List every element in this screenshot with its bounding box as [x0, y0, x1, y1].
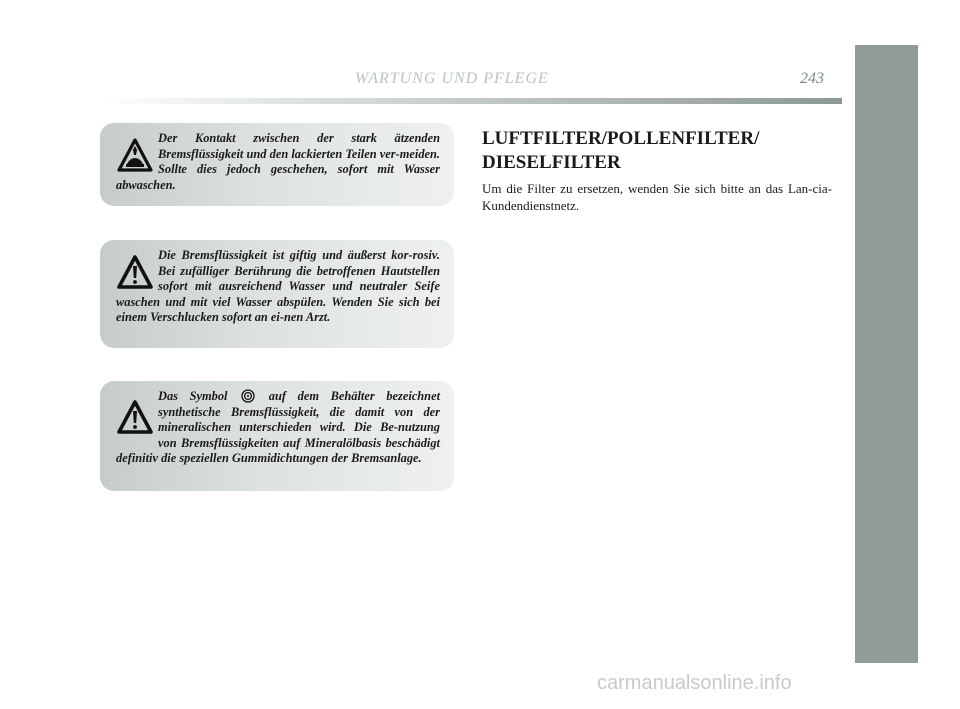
section-body-text: Um die Filter zu ersetzen, wenden Sie sich bitte an das Lan-cia-Kundendienstnetz.	[482, 181, 832, 213]
warning-text-after-symbol: auf dem Behälter bezeichnet synthetische Bremsflüssigkeit, die damit von der mineralischen unterschieden wird. Die Be-nutzung von Bremsflüssigkeiten auf Mineralölbasis beschädigt definitiv die speziellen Gummidichtungen der Bremsanlage.	[116, 389, 441, 466]
warning-text: Der Kontakt zwischen der stark ätzenden Bremsflüssigkeit und den lackierten Teilen ver-meiden. Sollte dies jedoch geschehen, sofort mit Wasser abwaschen.	[116, 131, 440, 192]
section-heading: LUFTFILTER/POLLENFILTER/ DIESELFILTER	[482, 128, 760, 173]
page-number: 243	[800, 70, 824, 87]
page-header-title: WARTUNG UND PFLEGE	[355, 70, 549, 87]
chapter-side-tab	[855, 45, 918, 663]
paint-damage-warning-icon	[116, 137, 154, 177]
watermark: carmanualsonline.info	[597, 672, 792, 694]
warning-text: Die Bremsflüssigkeit ist giftig und äußerst kor-rosiv. Bei zufälliger Berührung die betroffenen Hautstellen sofort mit ausreichend Wasser und neutraler Seife waschen und mit viel Wasser abspülen. Wenden Sie sich bei einem Verschlucken sofort an ei-nen Arzt.	[116, 248, 440, 325]
header-divider	[100, 98, 842, 104]
warning-box-toxic	[100, 240, 454, 348]
warning-text-before-symbol: Das Symbol	[158, 389, 228, 403]
synthetic-brake-fluid-symbol-icon	[241, 389, 255, 403]
warning-triangle-icon	[116, 399, 154, 439]
warning-box-symbol	[100, 381, 454, 491]
warning-box-paint	[100, 123, 454, 206]
warning-triangle-icon	[116, 254, 154, 294]
